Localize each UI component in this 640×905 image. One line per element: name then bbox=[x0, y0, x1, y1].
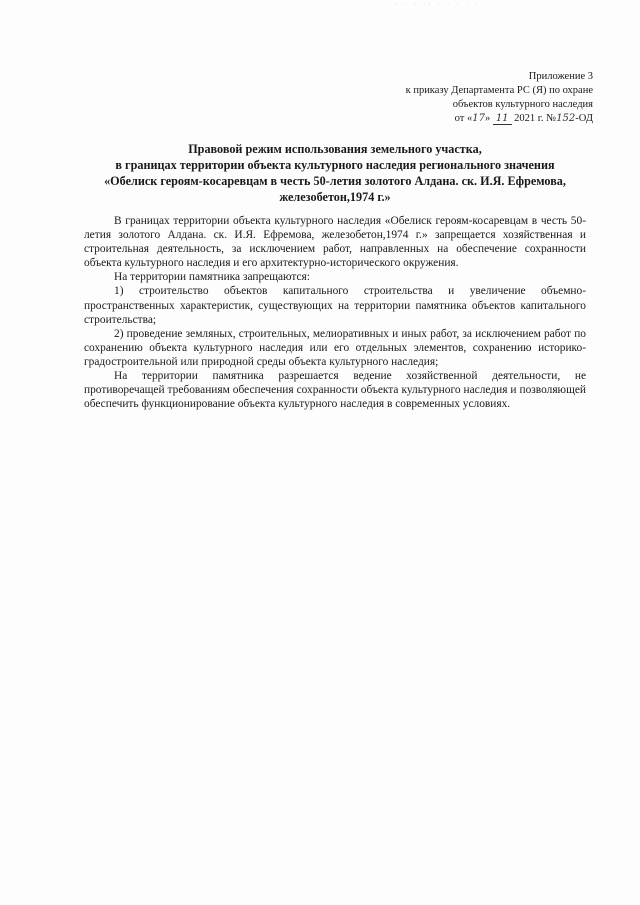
date-month-handwritten: 11 bbox=[493, 113, 512, 125]
title-line-3: «Обелиск героям-косаревцам в честь 50-летия золотого Алдана. ск. И.Я. Ефремова, bbox=[104, 174, 566, 188]
date-day-handwritten: 17 bbox=[472, 113, 485, 124]
date-prefix: от « bbox=[454, 113, 473, 124]
title-line-1: Правовой режим использования земельного участка, bbox=[188, 142, 482, 156]
document-title bbox=[70, 141, 600, 205]
appendix-title: Приложение 3 bbox=[528, 71, 593, 82]
appendix-order-ref: к приказу Департамента РС (Я) по охране bbox=[405, 85, 593, 96]
appendix-block bbox=[333, 70, 593, 126]
scan-marks: · · · ·: · · · · · bbox=[395, 2, 481, 8]
document-body bbox=[84, 214, 586, 411]
date-mid: » bbox=[484, 113, 491, 124]
order-number-handwritten: 152 bbox=[556, 113, 576, 124]
date-year: 2021 г. № bbox=[514, 113, 557, 124]
paragraph-item-2: 2) проведение земляных, строительных, мелиоративных и иных работ, за исключением работ по сохранению объекта культурного наследия или его отдельных элементов, сохранению историко-градостроительной или природной среды объекта культурного наследия; bbox=[84, 327, 586, 368]
appendix-department: объектов культурного наследия bbox=[452, 99, 593, 110]
title-line-4: железобетон,1974 г.» bbox=[279, 190, 391, 204]
paragraph-prohibited-heading: На территории памятника запрещаются: bbox=[114, 271, 310, 284]
title-line-2: в границах территории объекта культурного наследия регионального значения bbox=[115, 158, 555, 172]
paragraph-permitted: На территории памятника разрешается ведение хозяйственной деятельности, не противоречащей требованиям обеспечения сохранности объекта культурного наследия и позволяющей обеспечить функционирование объекта культурного наследия в современных условиях. bbox=[84, 370, 586, 411]
paragraph-item-1: 1) строительство объектов капитального строительства и увеличение объемно-пространственных характеристик, существующих на территории памятника объектов капитального строительства; bbox=[84, 285, 586, 326]
appendix-date-line bbox=[333, 112, 593, 126]
paragraph-boundaries: В границах территории объекта культурного наследия «Обелиск героям-косаревцам в честь 50-летия золотого Алдана. ск. И.Я. Ефремова, железобетон,1974 г.» запрещается хозяйственная и строительная деятельность, за исключением работ, направленных на обеспечение сохранности объекта культурного наследия и его архитектурно-исторического окружения. bbox=[84, 215, 586, 270]
order-suffix: -ОД bbox=[575, 113, 593, 124]
